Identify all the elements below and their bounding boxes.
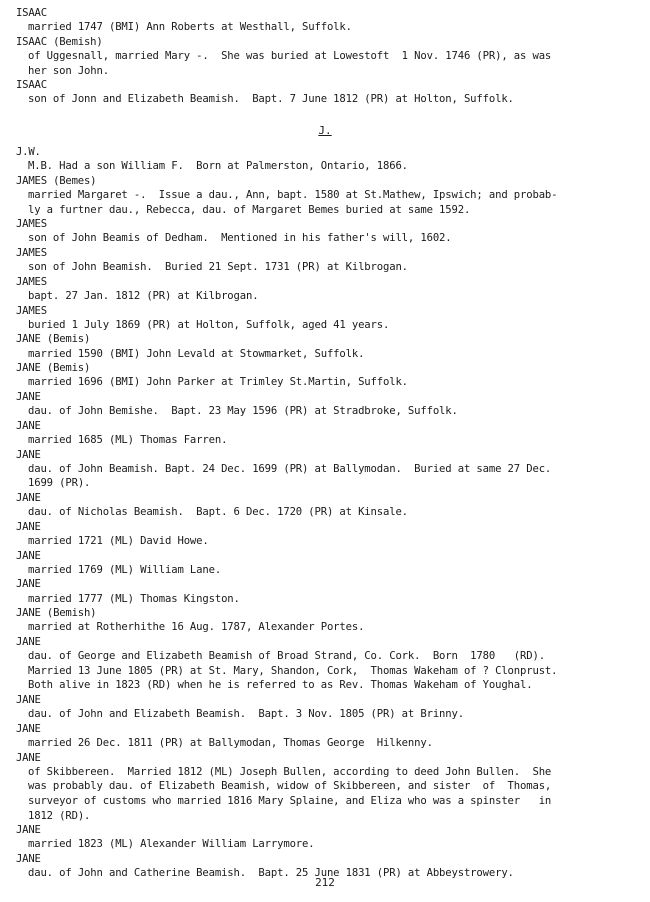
entry-text: son of Jonn and Elizabeth Beamish. Bapt. 7 June 1812 (PR) at Holton, Suffolk. bbox=[28, 93, 514, 106]
entry-text: ly a furtner dau., Rebecca, dau. of Margaret Bemes buried at same 1592. bbox=[28, 203, 471, 216]
entry bbox=[16, 78, 636, 107]
entry-text: Both alive in 1823 (RD) when he is referred to as Rev. Thomas Wakeham of Youghal. bbox=[28, 679, 533, 692]
entry-text: dau. of George and Elizabeth Beamish of Broad Strand, Co. Cork. Born 1780 (RD). bbox=[28, 650, 545, 663]
entry-text: dau. of Nicholas Beamish. Bapt. 6 Dec. 1720 (PR) at Kinsale. bbox=[28, 506, 408, 519]
entry-text: married 1721 (ML) David Howe. bbox=[28, 534, 209, 547]
section-heading bbox=[0, 124, 650, 137]
entry-text: M.B. Had a son William F. Born at Palmerston, Ontario, 1866. bbox=[28, 160, 408, 173]
entry-text: surveyor of customs who married 1816 Mary Splaine, and Eliza who was a spinster in bbox=[28, 794, 552, 807]
entry-text: dau. of John Bemishe. Bapt. 23 May 1596 (PR) at Stradbroke, Suffolk. bbox=[28, 405, 458, 418]
entry-text: dau. of John Beamish. Bapt. 24 Dec. 1699 (PR) at Ballymodan. Buried at same 27 Dec. bbox=[28, 462, 552, 475]
entry-text: married 1696 (BMI) John Parker at Trimley St.Martin, Suffolk. bbox=[28, 376, 408, 389]
entry-name: JANE (Bemish) bbox=[16, 607, 97, 620]
entry-name: JANE bbox=[16, 448, 41, 461]
entry bbox=[16, 577, 636, 606]
entry-name: JANE bbox=[16, 419, 41, 432]
entry-text: married 1823 (ML) Alexander William Larrymore. bbox=[28, 838, 315, 851]
entry-name: ISAAC bbox=[16, 7, 47, 19]
entry bbox=[16, 520, 636, 549]
entry-text: son of John Beamish. Buried 21 Sept. 1731 (PR) at Kilbrogan. bbox=[28, 261, 408, 274]
entry-text: her son John. bbox=[28, 64, 109, 77]
entry bbox=[16, 419, 636, 448]
entry-name: JANE bbox=[16, 520, 41, 533]
entry-name: ISAAC (Bemish) bbox=[16, 35, 103, 48]
entry bbox=[16, 246, 636, 275]
entry bbox=[16, 549, 636, 578]
entry-text: was probably dau. of Elizabeth Beamish, widow of Skibbereen, and sister of Thomas, bbox=[28, 780, 552, 793]
entry-text: married 1590 (BMI) John Levald at Stowmarket, Suffolk. bbox=[28, 347, 365, 360]
entry-name: JAMES bbox=[16, 246, 47, 259]
entry-name: JAMES bbox=[16, 218, 47, 231]
entry-text: son of John Beamis of Dedham. Mentioned in his father's will, 1602. bbox=[28, 232, 452, 245]
entry bbox=[16, 751, 636, 824]
entry-text: married 1769 (ML) William Lane. bbox=[28, 563, 222, 576]
entry-name: JANE bbox=[16, 751, 41, 764]
entry-name: JANE bbox=[16, 390, 41, 403]
entry-text: dau. of John and Catherine Beamish. Bapt. 25 June 1831 (PR) at Abbeystrowery. bbox=[28, 867, 514, 880]
entry-name: ISAAC bbox=[16, 79, 47, 92]
entry-text: married 1747 (BMI) Ann Roberts at Westhall, Suffolk. bbox=[28, 21, 352, 34]
entry-name: J.W. bbox=[16, 146, 41, 158]
entries-top bbox=[16, 6, 636, 107]
entry bbox=[16, 174, 636, 217]
entry-name: JAMES bbox=[16, 304, 47, 317]
entry-name: JAMES (Bemes) bbox=[16, 174, 97, 187]
entry bbox=[16, 448, 636, 491]
entry bbox=[16, 361, 636, 390]
entry bbox=[16, 635, 636, 693]
entry bbox=[16, 6, 636, 35]
entry-text: Married 13 June 1805 (PR) at St. Mary, Shandon, Cork, Thomas Wakeham of ? Clonprust. bbox=[28, 664, 558, 677]
entry-name: JANE bbox=[16, 852, 41, 865]
entry-text: 1699 (PR). bbox=[28, 477, 91, 490]
entry bbox=[16, 304, 636, 333]
entry bbox=[16, 491, 636, 520]
entry-text: buried 1 July 1869 (PR) at Holton, Suffolk, aged 41 years. bbox=[28, 318, 390, 331]
entry-name: JANE bbox=[16, 824, 41, 837]
entry-name: JANE (Bemis) bbox=[16, 362, 91, 375]
entry-text: married 1685 (ML) Thomas Farren. bbox=[28, 433, 228, 446]
entries-main bbox=[16, 145, 636, 881]
entry-text: married 26 Dec. 1811 (PR) at Ballymodan, Thomas George Hilkenny. bbox=[28, 736, 433, 749]
entry bbox=[16, 275, 636, 304]
entry-name: JANE bbox=[16, 693, 41, 706]
entry-name: JANE bbox=[16, 635, 41, 648]
entry-text: married Margaret -. Issue a dau., Ann, bapt. 1580 at St.Mathew, Ipswich; and probab- bbox=[28, 189, 558, 201]
entry bbox=[16, 145, 636, 174]
entry bbox=[16, 217, 636, 246]
entry-text: married at Rotherhithe 16 Aug. 1787, Alexander Portes. bbox=[28, 621, 365, 634]
section-letter: J. bbox=[318, 124, 332, 137]
entry-text: of Skibbereen. Married 1812 (ML) Joseph Bullen, according to deed John Bullen. She bbox=[28, 765, 552, 778]
entry-text: 1812 (RD). bbox=[28, 809, 91, 822]
entry bbox=[16, 606, 636, 635]
entry-name: JAMES bbox=[16, 275, 47, 288]
entry-name: JANE (Bemis) bbox=[16, 333, 91, 346]
entry bbox=[16, 823, 636, 852]
entry bbox=[16, 693, 636, 722]
entry bbox=[16, 332, 636, 361]
page-number: 212 bbox=[315, 876, 335, 889]
entry-name: JANE bbox=[16, 578, 41, 591]
entry-text: of Uggesnall, married Mary -. She was buried at Lowestoft 1 Nov. 1746 (PR), as was bbox=[28, 50, 552, 62]
entry-name: JANE bbox=[16, 491, 41, 504]
entry-text: married 1777 (ML) Thomas Kingston. bbox=[28, 592, 240, 605]
entry bbox=[16, 722, 636, 751]
entry-text: bapt. 27 Jan. 1812 (PR) at Kilbrogan. bbox=[28, 289, 259, 302]
entry-text: dau. of John and Elizabeth Beamish. Bapt. 3 Nov. 1805 (PR) at Brinny. bbox=[28, 708, 464, 721]
entry bbox=[16, 35, 636, 78]
entry-name: JANE bbox=[16, 722, 41, 735]
entry bbox=[16, 390, 636, 419]
entry-name: JANE bbox=[16, 549, 41, 562]
